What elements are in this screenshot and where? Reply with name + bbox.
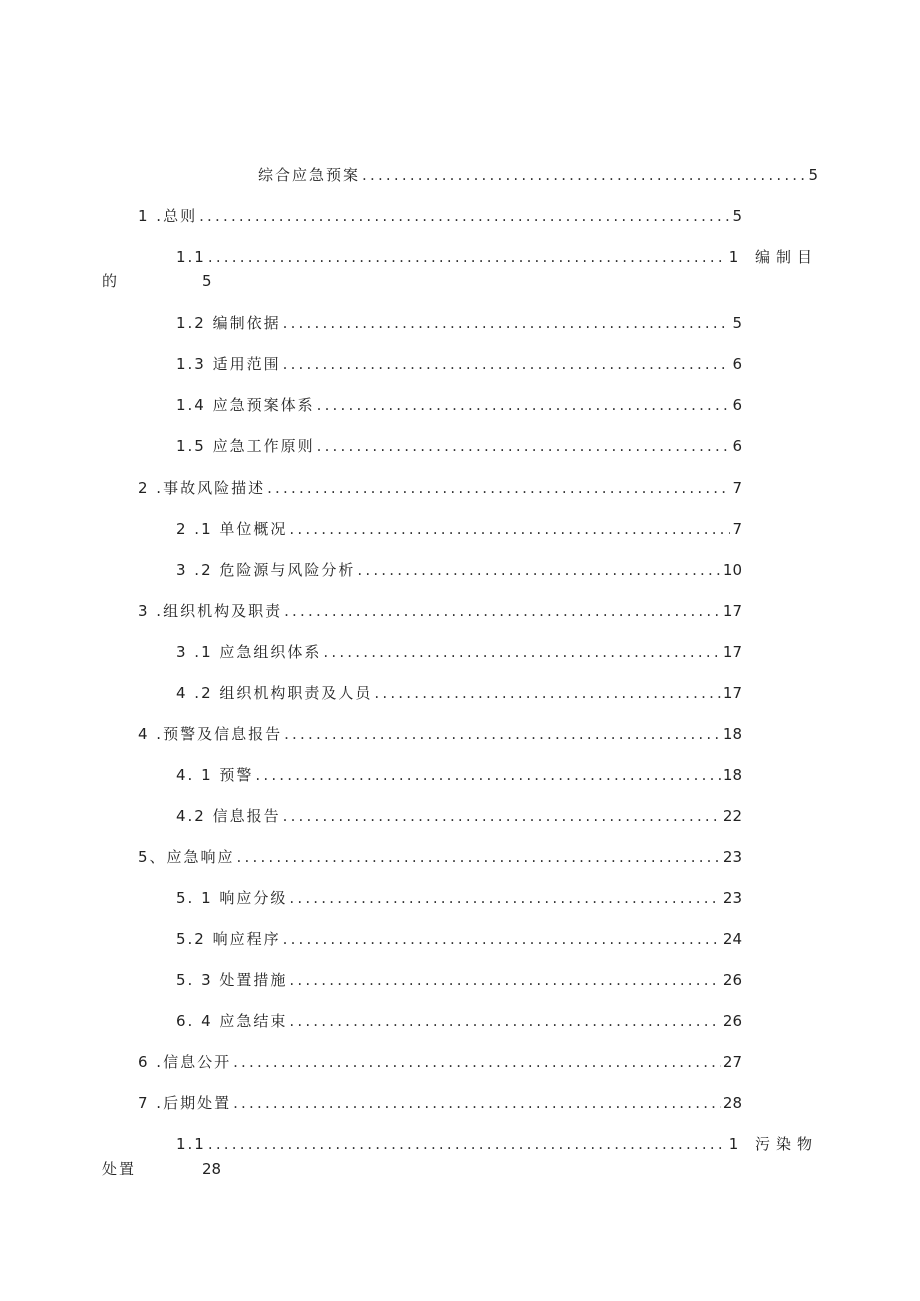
toc-leader-dots — [233, 1051, 721, 1073]
toc-entry-trail: 1 编制目 — [728, 248, 818, 266]
toc-leader-dots — [283, 805, 721, 827]
toc-leader-dots — [374, 682, 721, 704]
toc-entry-label: 1.2 编制依据 — [176, 314, 281, 332]
toc-entry-label: 6 .信息公开 — [138, 1053, 232, 1071]
toc-entry-label: 1.3 适用范围 — [176, 355, 281, 373]
toc-leader-dots — [323, 641, 721, 663]
toc-entry-wrap-page: 5 — [202, 272, 212, 290]
toc-entry-general[interactable] — [138, 205, 742, 227]
toc-leader-dots — [255, 764, 721, 786]
toc-entry-page: 26 — [722, 1012, 742, 1030]
toc-leader-dots — [237, 846, 721, 868]
toc-entry-risk-description[interactable] — [138, 477, 742, 499]
toc-entry-page: 6 — [732, 437, 742, 455]
toc-entry-basis[interactable] — [176, 312, 742, 334]
toc-entry-label: 1.4 应急预案体系 — [176, 396, 315, 414]
toc-entry-response-levels[interactable] — [176, 887, 742, 909]
toc-entry-label: 1.1 — [176, 1135, 206, 1153]
toc-entry-label: 5. 3 处置措施 — [176, 971, 288, 989]
toc-entry-label: 4. 1 预警 — [176, 766, 254, 784]
toc-entry-scope[interactable] — [176, 353, 742, 375]
toc-leader-dots — [289, 518, 730, 540]
toc-entry-emergency-end[interactable] — [176, 1010, 742, 1032]
toc-entry-label: 5.2 响应程序 — [176, 930, 281, 948]
toc-entry-aftermath[interactable] — [138, 1092, 742, 1114]
toc-entry-label: 7 .后期处置 — [138, 1094, 232, 1112]
toc-entry-label: 4 .预警及信息报告 — [138, 725, 283, 743]
toc-entry-overall-plan[interactable] — [258, 164, 818, 186]
toc-entry-page: 6 — [732, 396, 742, 414]
toc-entry-page: 6 — [732, 355, 742, 373]
toc-entry-page: 22 — [722, 807, 742, 825]
toc-entry-page: 7 — [732, 479, 742, 497]
toc-entry-wrap-page: 28 — [202, 1160, 222, 1178]
toc-entry-page: 23 — [722, 848, 742, 866]
toc-entry-label: 3 .2 危险源与风险分析 — [176, 561, 356, 579]
toc-entry-page: 18 — [722, 725, 742, 743]
toc-entry-label: 1 .总则 — [138, 207, 198, 225]
toc-entry-wrap-text: 的 — [102, 272, 120, 290]
toc-entry-page: 7 — [732, 520, 742, 538]
toc-entry-warning-reporting[interactable] — [138, 723, 742, 745]
toc-entry-page: 17 — [722, 684, 742, 702]
toc-entry-purpose[interactable] — [176, 246, 818, 268]
toc-leader-dots — [283, 312, 731, 334]
toc-leader-dots — [233, 1092, 721, 1114]
toc-entry-label: 2 .1 单位概况 — [176, 520, 288, 538]
toc-entry-page: 10 — [722, 561, 742, 579]
toc-entry-label: 综合应急预案 — [258, 166, 361, 184]
toc-leader-dots — [284, 723, 721, 745]
toc-entry-emergency-response[interactable] — [138, 846, 742, 868]
toc-entry-label: 2 .事故风险描述 — [138, 479, 266, 497]
toc-leader-dots — [289, 969, 721, 991]
toc-entry-page: 28 — [722, 1094, 742, 1112]
toc-entry-page: 5 — [732, 207, 742, 225]
toc-entry-info-disclosure[interactable] — [138, 1051, 742, 1073]
toc-entry-label: 3 .1 应急组织体系 — [176, 643, 322, 661]
toc-leader-dots — [357, 559, 721, 581]
toc-entry-hazard-analysis[interactable] — [176, 559, 742, 581]
toc-leader-dots — [284, 600, 721, 622]
toc-entry-info-report[interactable] — [176, 805, 742, 827]
toc-leader-dots — [289, 887, 721, 909]
toc-entry-pollutant-disposal[interactable] — [176, 1133, 818, 1155]
toc-leader-dots — [317, 394, 731, 416]
toc-leader-dots — [283, 353, 731, 375]
toc-entry-page: 18 — [722, 766, 742, 784]
toc-entry-page: 23 — [722, 889, 742, 907]
toc-entry-page: 17 — [722, 643, 742, 661]
toc-entry-label: 4.2 信息报告 — [176, 807, 281, 825]
toc-entry-label: 4 .2 组织机构职责及人员 — [176, 684, 373, 702]
toc-entry-page: 24 — [722, 930, 742, 948]
toc-entry-emergency-org-system[interactable] — [176, 641, 742, 663]
toc-entry-label: 5、应急响应 — [138, 848, 235, 866]
toc-leader-dots — [283, 928, 721, 950]
toc-leader-dots — [267, 477, 730, 499]
toc-entry-trail: 1 污染物 — [728, 1135, 818, 1153]
toc-leader-dots — [362, 164, 806, 186]
toc-entry-organization[interactable] — [138, 600, 742, 622]
toc-entry-label: 1.1 — [176, 248, 206, 266]
toc-entry-plan-system[interactable] — [176, 394, 742, 416]
toc-entry-page: 27 — [722, 1053, 742, 1071]
toc-entry-label: 5. 1 响应分级 — [176, 889, 288, 907]
toc-leader-dots — [199, 205, 730, 227]
toc-entry-warning[interactable] — [176, 764, 742, 786]
toc-entry-disposal-measures[interactable] — [176, 969, 742, 991]
toc-leader-dots — [208, 246, 727, 268]
toc-entry-page: 5 — [808, 166, 818, 184]
toc-entry-response-procedure[interactable] — [176, 928, 742, 950]
toc-entry-page: 26 — [722, 971, 742, 989]
toc-entry-label: 1.5 应急工作原则 — [176, 437, 315, 455]
toc-leader-dots — [289, 1010, 721, 1032]
toc-entry-unit-overview[interactable] — [176, 518, 742, 540]
toc-entry-wrap-text: 处置 — [102, 1160, 137, 1178]
toc-leader-dots — [317, 435, 731, 457]
toc-entry-page: 5 — [732, 314, 742, 332]
toc-leader-dots — [208, 1133, 727, 1155]
toc-entry-label: 6. 4 应急结束 — [176, 1012, 288, 1030]
toc-entry-principles[interactable] — [176, 435, 742, 457]
toc-entry-org-duties[interactable] — [176, 682, 742, 704]
toc-entry-page: 17 — [722, 602, 742, 620]
toc-entry-label: 3 .组织机构及职责 — [138, 602, 283, 620]
